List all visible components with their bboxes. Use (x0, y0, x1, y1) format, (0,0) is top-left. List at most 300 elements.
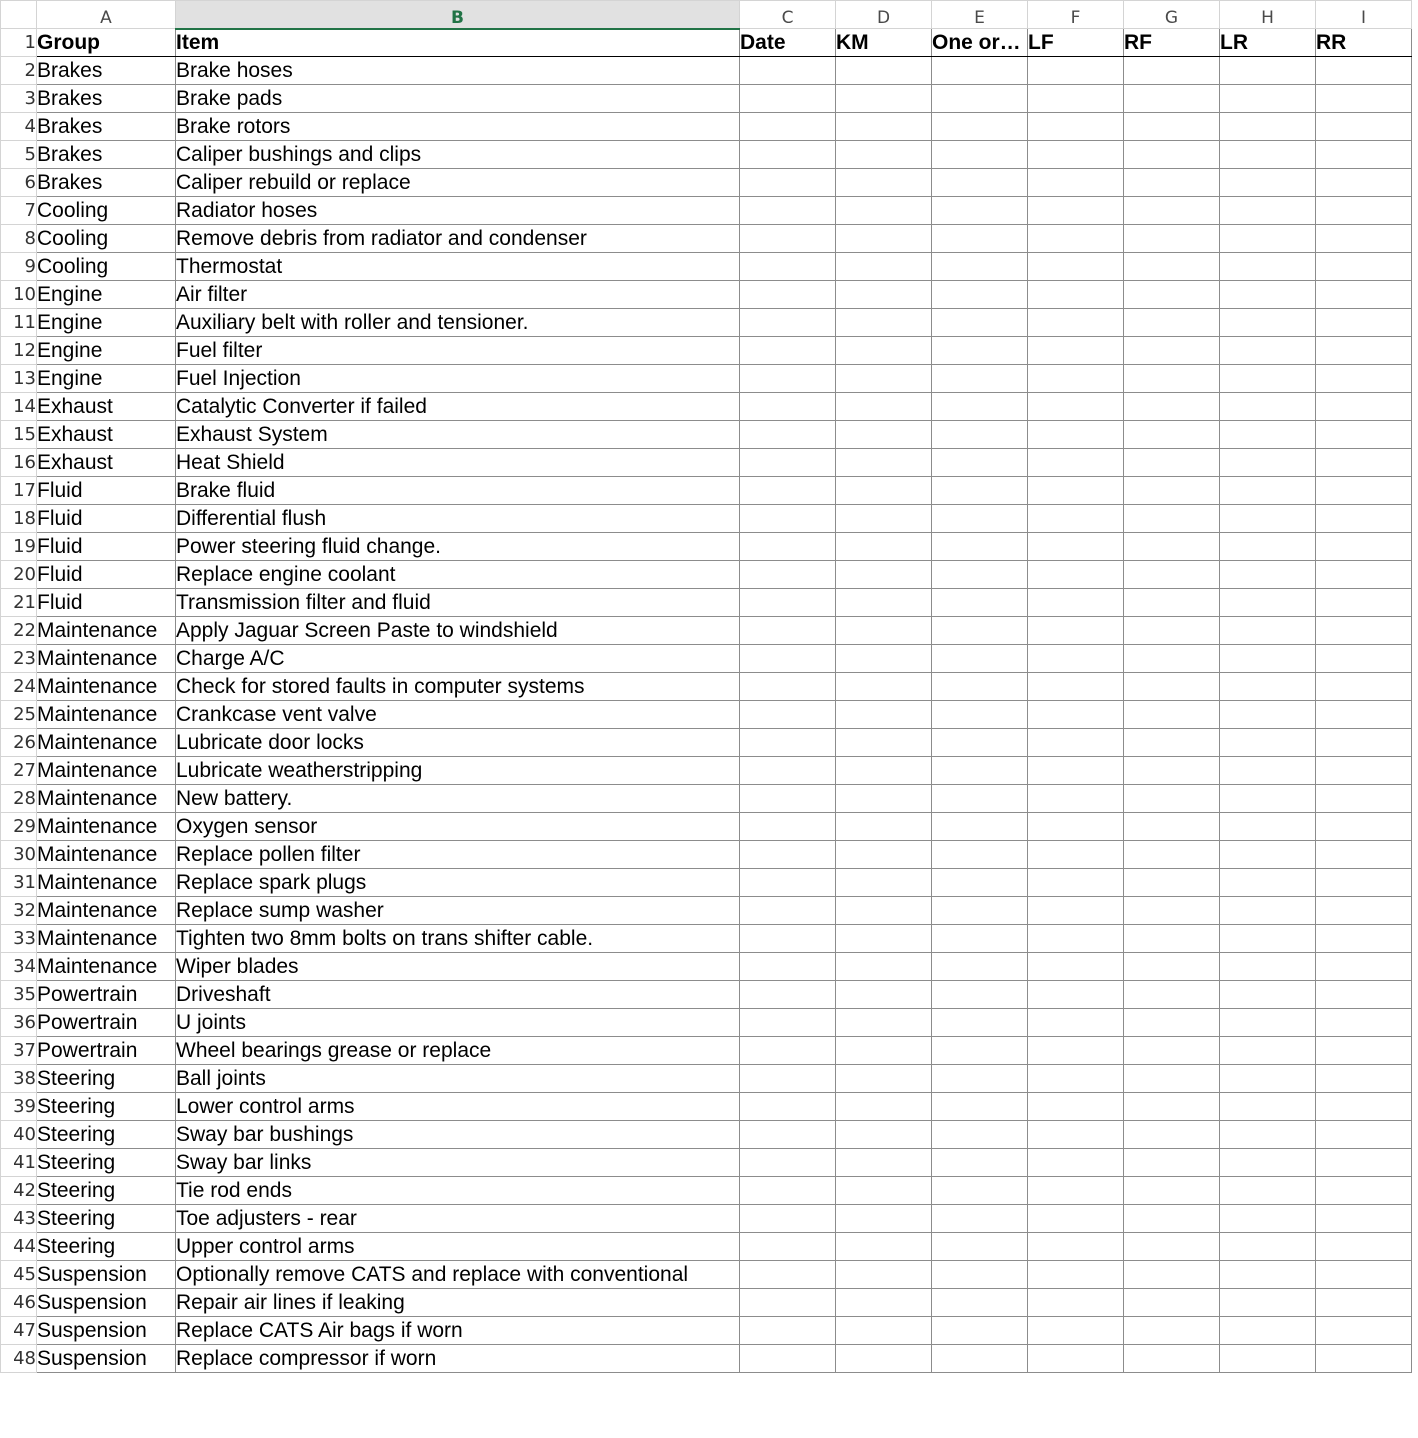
empty-cell-c[interactable] (740, 1121, 836, 1149)
empty-cell-d[interactable] (836, 925, 932, 953)
empty-cell-c[interactable] (740, 673, 836, 701)
empty-cell-h[interactable] (1220, 561, 1316, 589)
group-cell[interactable]: Maintenance (37, 953, 176, 981)
item-cell[interactable]: Thermostat (176, 253, 740, 281)
item-cell[interactable]: Repair air lines if leaking (176, 1289, 740, 1317)
group-cell[interactable]: Suspension (37, 1289, 176, 1317)
empty-cell-c[interactable] (740, 1261, 836, 1289)
item-cell[interactable]: Radiator hoses (176, 197, 740, 225)
empty-cell-e[interactable] (932, 729, 1028, 757)
empty-cell-i[interactable] (1316, 281, 1412, 309)
empty-cell-h[interactable] (1220, 1065, 1316, 1093)
group-cell[interactable]: Exhaust (37, 421, 176, 449)
empty-cell-i[interactable] (1316, 169, 1412, 197)
group-cell[interactable]: Suspension (37, 1261, 176, 1289)
empty-cell-c[interactable] (740, 365, 836, 393)
empty-cell-d[interactable] (836, 1289, 932, 1317)
group-cell[interactable]: Brakes (37, 85, 176, 113)
group-cell[interactable]: Exhaust (37, 449, 176, 477)
empty-cell-h[interactable] (1220, 673, 1316, 701)
empty-cell-f[interactable] (1028, 1093, 1124, 1121)
group-cell[interactable]: Cooling (37, 225, 176, 253)
empty-cell-e[interactable] (932, 141, 1028, 169)
empty-cell-c[interactable] (740, 757, 836, 785)
empty-cell-e[interactable] (932, 533, 1028, 561)
empty-cell-g[interactable] (1124, 925, 1220, 953)
empty-cell-h[interactable] (1220, 57, 1316, 85)
empty-cell-c[interactable] (740, 785, 836, 813)
empty-cell-g[interactable] (1124, 1037, 1220, 1065)
empty-cell-h[interactable] (1220, 309, 1316, 337)
row-header[interactable]: 38 (1, 1065, 37, 1093)
empty-cell-f[interactable] (1028, 141, 1124, 169)
empty-cell-c[interactable] (740, 953, 836, 981)
empty-cell-d[interactable] (836, 393, 932, 421)
empty-cell-h[interactable] (1220, 785, 1316, 813)
empty-cell-e[interactable] (932, 393, 1028, 421)
empty-cell-f[interactable] (1028, 701, 1124, 729)
empty-cell-g[interactable] (1124, 729, 1220, 757)
empty-cell-d[interactable] (836, 1037, 932, 1065)
item-cell[interactable]: Replace CATS Air bags if worn (176, 1317, 740, 1345)
empty-cell-c[interactable] (740, 505, 836, 533)
empty-cell-h[interactable] (1220, 1205, 1316, 1233)
empty-cell-g[interactable] (1124, 421, 1220, 449)
empty-cell-i[interactable] (1316, 701, 1412, 729)
empty-cell-c[interactable] (740, 1289, 836, 1317)
row-header[interactable]: 5 (1, 141, 37, 169)
empty-cell-e[interactable] (932, 1149, 1028, 1177)
empty-cell-f[interactable] (1028, 393, 1124, 421)
empty-cell-c[interactable] (740, 981, 836, 1009)
empty-cell-e[interactable] (932, 421, 1028, 449)
empty-cell-e[interactable] (932, 1177, 1028, 1205)
empty-cell-f[interactable] (1028, 533, 1124, 561)
empty-cell-e[interactable] (932, 1093, 1028, 1121)
item-cell[interactable]: Remove debris from radiator and condenser (176, 225, 740, 253)
empty-cell-d[interactable] (836, 113, 932, 141)
empty-cell-f[interactable] (1028, 1317, 1124, 1345)
empty-cell-i[interactable] (1316, 1261, 1412, 1289)
empty-cell-e[interactable] (932, 953, 1028, 981)
empty-cell-d[interactable] (836, 57, 932, 85)
empty-cell-c[interactable] (740, 1037, 836, 1065)
empty-cell-e[interactable] (932, 1317, 1028, 1345)
empty-cell-c[interactable] (740, 57, 836, 85)
empty-cell-g[interactable] (1124, 477, 1220, 505)
empty-cell-h[interactable] (1220, 393, 1316, 421)
empty-cell-i[interactable] (1316, 1149, 1412, 1177)
empty-cell-f[interactable] (1028, 813, 1124, 841)
group-cell[interactable]: Fluid (37, 561, 176, 589)
empty-cell-g[interactable] (1124, 113, 1220, 141)
empty-cell-h[interactable] (1220, 841, 1316, 869)
empty-cell-e[interactable] (932, 57, 1028, 85)
empty-cell-i[interactable] (1316, 1289, 1412, 1317)
empty-cell-i[interactable] (1316, 449, 1412, 477)
empty-cell-h[interactable] (1220, 953, 1316, 981)
group-cell[interactable]: Fluid (37, 533, 176, 561)
empty-cell-e[interactable] (932, 561, 1028, 589)
empty-cell-e[interactable] (932, 197, 1028, 225)
empty-cell-i[interactable] (1316, 1121, 1412, 1149)
empty-cell-d[interactable] (836, 449, 932, 477)
group-cell[interactable]: Maintenance (37, 785, 176, 813)
group-cell[interactable]: Brakes (37, 141, 176, 169)
empty-cell-h[interactable] (1220, 925, 1316, 953)
empty-cell-i[interactable] (1316, 953, 1412, 981)
empty-cell-g[interactable] (1124, 897, 1220, 925)
item-cell[interactable]: Oxygen sensor (176, 813, 740, 841)
empty-cell-i[interactable] (1316, 141, 1412, 169)
row-header[interactable]: 45 (1, 1261, 37, 1289)
empty-cell-f[interactable] (1028, 897, 1124, 925)
row-header[interactable]: 19 (1, 533, 37, 561)
row-header[interactable]: 26 (1, 729, 37, 757)
group-cell[interactable]: Fluid (37, 505, 176, 533)
empty-cell-d[interactable] (836, 1177, 932, 1205)
empty-cell-f[interactable] (1028, 505, 1124, 533)
empty-cell-d[interactable] (836, 645, 932, 673)
empty-cell-e[interactable] (932, 1233, 1028, 1261)
empty-cell-f[interactable] (1028, 953, 1124, 981)
empty-cell-e[interactable] (932, 1261, 1028, 1289)
empty-cell-i[interactable] (1316, 1093, 1412, 1121)
empty-cell-h[interactable] (1220, 281, 1316, 309)
row-header[interactable]: 24 (1, 673, 37, 701)
item-cell[interactable]: New battery. (176, 785, 740, 813)
empty-cell-e[interactable] (932, 841, 1028, 869)
item-cell[interactable]: Differential flush (176, 505, 740, 533)
item-cell[interactable]: Sway bar bushings (176, 1121, 740, 1149)
empty-cell-d[interactable] (836, 1065, 932, 1093)
row-header[interactable]: 3 (1, 85, 37, 113)
empty-cell-d[interactable] (836, 365, 932, 393)
empty-cell-e[interactable] (932, 785, 1028, 813)
empty-cell-h[interactable] (1220, 1009, 1316, 1037)
empty-cell-i[interactable] (1316, 197, 1412, 225)
empty-cell-f[interactable] (1028, 57, 1124, 85)
empty-cell-h[interactable] (1220, 1261, 1316, 1289)
empty-cell-d[interactable] (836, 505, 932, 533)
item-cell[interactable]: Replace sump washer (176, 897, 740, 925)
group-cell[interactable]: Steering (37, 1205, 176, 1233)
empty-cell-g[interactable] (1124, 869, 1220, 897)
empty-cell-d[interactable] (836, 897, 932, 925)
empty-cell-i[interactable] (1316, 393, 1412, 421)
header-cell-f[interactable]: LF (1028, 29, 1124, 57)
empty-cell-e[interactable] (932, 281, 1028, 309)
empty-cell-i[interactable] (1316, 1177, 1412, 1205)
empty-cell-f[interactable] (1028, 785, 1124, 813)
empty-cell-e[interactable] (932, 225, 1028, 253)
empty-cell-h[interactable] (1220, 1177, 1316, 1205)
empty-cell-i[interactable] (1316, 785, 1412, 813)
column-header-e[interactable]: E (932, 1, 1028, 29)
empty-cell-d[interactable] (836, 869, 932, 897)
empty-cell-c[interactable] (740, 1093, 836, 1121)
empty-cell-d[interactable] (836, 813, 932, 841)
group-cell[interactable]: Brakes (37, 169, 176, 197)
empty-cell-h[interactable] (1220, 421, 1316, 449)
empty-cell-e[interactable] (932, 365, 1028, 393)
item-cell[interactable]: Replace compressor if worn (176, 1345, 740, 1373)
empty-cell-i[interactable] (1316, 869, 1412, 897)
empty-cell-f[interactable] (1028, 589, 1124, 617)
empty-cell-g[interactable] (1124, 673, 1220, 701)
group-cell[interactable]: Steering (37, 1065, 176, 1093)
empty-cell-f[interactable] (1028, 1233, 1124, 1261)
group-cell[interactable]: Maintenance (37, 757, 176, 785)
empty-cell-c[interactable] (740, 1345, 836, 1373)
row-header[interactable]: 1 (1, 29, 37, 57)
empty-cell-e[interactable] (932, 645, 1028, 673)
group-cell[interactable]: Powertrain (37, 1037, 176, 1065)
empty-cell-i[interactable] (1316, 225, 1412, 253)
empty-cell-h[interactable] (1220, 85, 1316, 113)
empty-cell-c[interactable] (740, 309, 836, 337)
empty-cell-c[interactable] (740, 197, 836, 225)
empty-cell-e[interactable] (932, 309, 1028, 337)
empty-cell-i[interactable] (1316, 981, 1412, 1009)
row-header[interactable]: 29 (1, 813, 37, 841)
group-cell[interactable]: Powertrain (37, 1009, 176, 1037)
empty-cell-g[interactable] (1124, 365, 1220, 393)
empty-cell-g[interactable] (1124, 561, 1220, 589)
row-header[interactable]: 44 (1, 1233, 37, 1261)
empty-cell-c[interactable] (740, 589, 836, 617)
empty-cell-i[interactable] (1316, 1009, 1412, 1037)
empty-cell-h[interactable] (1220, 253, 1316, 281)
row-header[interactable]: 15 (1, 421, 37, 449)
row-header[interactable]: 2 (1, 57, 37, 85)
column-header-i[interactable]: I (1316, 1, 1412, 29)
row-header[interactable]: 18 (1, 505, 37, 533)
item-cell[interactable]: Replace engine coolant (176, 561, 740, 589)
header-cell-h[interactable]: LR (1220, 29, 1316, 57)
empty-cell-f[interactable] (1028, 421, 1124, 449)
empty-cell-g[interactable] (1124, 1149, 1220, 1177)
empty-cell-i[interactable] (1316, 477, 1412, 505)
empty-cell-i[interactable] (1316, 113, 1412, 141)
empty-cell-h[interactable] (1220, 1317, 1316, 1345)
item-cell[interactable]: Lower control arms (176, 1093, 740, 1121)
empty-cell-g[interactable] (1124, 1261, 1220, 1289)
empty-cell-d[interactable] (836, 561, 932, 589)
row-header[interactable]: 48 (1, 1345, 37, 1373)
group-cell[interactable]: Maintenance (37, 673, 176, 701)
empty-cell-i[interactable] (1316, 813, 1412, 841)
empty-cell-h[interactable] (1220, 533, 1316, 561)
empty-cell-g[interactable] (1124, 169, 1220, 197)
item-cell[interactable]: Ball joints (176, 1065, 740, 1093)
empty-cell-c[interactable] (740, 813, 836, 841)
item-cell[interactable]: Transmission filter and fluid (176, 589, 740, 617)
empty-cell-f[interactable] (1028, 1177, 1124, 1205)
row-header[interactable]: 40 (1, 1121, 37, 1149)
item-cell[interactable]: U joints (176, 1009, 740, 1037)
empty-cell-e[interactable] (932, 505, 1028, 533)
empty-cell-d[interactable] (836, 421, 932, 449)
group-cell[interactable]: Fluid (37, 477, 176, 505)
row-header[interactable]: 46 (1, 1289, 37, 1317)
group-cell[interactable]: Maintenance (37, 869, 176, 897)
item-cell[interactable]: Lubricate door locks (176, 729, 740, 757)
item-cell[interactable]: Wheel bearings grease or replace (176, 1037, 740, 1065)
empty-cell-h[interactable] (1220, 1037, 1316, 1065)
empty-cell-g[interactable] (1124, 533, 1220, 561)
row-header[interactable]: 10 (1, 281, 37, 309)
empty-cell-g[interactable] (1124, 393, 1220, 421)
empty-cell-h[interactable] (1220, 1093, 1316, 1121)
empty-cell-c[interactable] (740, 1009, 836, 1037)
empty-cell-d[interactable] (836, 729, 932, 757)
empty-cell-e[interactable] (932, 673, 1028, 701)
empty-cell-e[interactable] (932, 1065, 1028, 1093)
empty-cell-c[interactable] (740, 561, 836, 589)
empty-cell-g[interactable] (1124, 701, 1220, 729)
empty-cell-i[interactable] (1316, 617, 1412, 645)
empty-cell-f[interactable] (1028, 869, 1124, 897)
empty-cell-h[interactable] (1220, 225, 1316, 253)
empty-cell-h[interactable] (1220, 589, 1316, 617)
empty-cell-h[interactable] (1220, 897, 1316, 925)
group-cell[interactable]: Maintenance (37, 729, 176, 757)
item-cell[interactable]: Check for stored faults in computer systems (176, 673, 740, 701)
empty-cell-g[interactable] (1124, 141, 1220, 169)
empty-cell-d[interactable] (836, 589, 932, 617)
empty-cell-c[interactable] (740, 645, 836, 673)
group-cell[interactable]: Fluid (37, 589, 176, 617)
group-cell[interactable]: Maintenance (37, 645, 176, 673)
empty-cell-h[interactable] (1220, 701, 1316, 729)
empty-cell-h[interactable] (1220, 1233, 1316, 1261)
empty-cell-g[interactable] (1124, 1317, 1220, 1345)
empty-cell-g[interactable] (1124, 1289, 1220, 1317)
item-cell[interactable]: Caliper bushings and clips (176, 141, 740, 169)
empty-cell-g[interactable] (1124, 813, 1220, 841)
empty-cell-f[interactable] (1028, 281, 1124, 309)
empty-cell-c[interactable] (740, 449, 836, 477)
header-cell-d[interactable]: KM (836, 29, 932, 57)
empty-cell-h[interactable] (1220, 729, 1316, 757)
empty-cell-d[interactable] (836, 281, 932, 309)
empty-cell-g[interactable] (1124, 1121, 1220, 1149)
empty-cell-f[interactable] (1028, 925, 1124, 953)
empty-cell-i[interactable] (1316, 729, 1412, 757)
empty-cell-d[interactable] (836, 841, 932, 869)
empty-cell-d[interactable] (836, 1093, 932, 1121)
empty-cell-c[interactable] (740, 393, 836, 421)
empty-cell-i[interactable] (1316, 421, 1412, 449)
group-cell[interactable]: Steering (37, 1149, 176, 1177)
header-cell-e[interactable]: One or… (932, 29, 1028, 57)
empty-cell-d[interactable] (836, 1149, 932, 1177)
group-cell[interactable]: Engine (37, 281, 176, 309)
item-cell[interactable]: Replace pollen filter (176, 841, 740, 869)
column-header-d[interactable]: D (836, 1, 932, 29)
empty-cell-e[interactable] (932, 1009, 1028, 1037)
item-cell[interactable]: Apply Jaguar Screen Paste to windshield (176, 617, 740, 645)
empty-cell-f[interactable] (1028, 561, 1124, 589)
empty-cell-i[interactable] (1316, 505, 1412, 533)
empty-cell-h[interactable] (1220, 1149, 1316, 1177)
empty-cell-g[interactable] (1124, 617, 1220, 645)
empty-cell-g[interactable] (1124, 197, 1220, 225)
empty-cell-h[interactable] (1220, 141, 1316, 169)
empty-cell-f[interactable] (1028, 1121, 1124, 1149)
empty-cell-h[interactable] (1220, 197, 1316, 225)
empty-cell-i[interactable] (1316, 337, 1412, 365)
item-cell[interactable]: Replace spark plugs (176, 869, 740, 897)
empty-cell-g[interactable] (1124, 841, 1220, 869)
group-cell[interactable]: Maintenance (37, 617, 176, 645)
empty-cell-e[interactable] (932, 1345, 1028, 1373)
empty-cell-g[interactable] (1124, 981, 1220, 1009)
empty-cell-c[interactable] (740, 1065, 836, 1093)
empty-cell-d[interactable] (836, 1345, 932, 1373)
empty-cell-i[interactable] (1316, 1065, 1412, 1093)
empty-cell-f[interactable] (1028, 1009, 1124, 1037)
empty-cell-i[interactable] (1316, 673, 1412, 701)
column-header-f[interactable]: F (1028, 1, 1124, 29)
item-cell[interactable]: Tie rod ends (176, 1177, 740, 1205)
item-cell[interactable]: Heat Shield (176, 449, 740, 477)
empty-cell-g[interactable] (1124, 309, 1220, 337)
empty-cell-g[interactable] (1124, 337, 1220, 365)
row-header[interactable]: 31 (1, 869, 37, 897)
group-cell[interactable]: Engine (37, 337, 176, 365)
row-header[interactable]: 7 (1, 197, 37, 225)
empty-cell-c[interactable] (740, 421, 836, 449)
empty-cell-i[interactable] (1316, 925, 1412, 953)
group-cell[interactable]: Steering (37, 1093, 176, 1121)
empty-cell-d[interactable] (836, 253, 932, 281)
group-cell[interactable]: Brakes (37, 57, 176, 85)
empty-cell-e[interactable] (932, 169, 1028, 197)
empty-cell-h[interactable] (1220, 813, 1316, 841)
empty-cell-c[interactable] (740, 701, 836, 729)
group-cell[interactable]: Maintenance (37, 897, 176, 925)
empty-cell-c[interactable] (740, 617, 836, 645)
row-header[interactable]: 37 (1, 1037, 37, 1065)
empty-cell-g[interactable] (1124, 1009, 1220, 1037)
item-cell[interactable]: Brake rotors (176, 113, 740, 141)
empty-cell-i[interactable] (1316, 365, 1412, 393)
row-header[interactable]: 13 (1, 365, 37, 393)
empty-cell-g[interactable] (1124, 1093, 1220, 1121)
empty-cell-g[interactable] (1124, 253, 1220, 281)
empty-cell-e[interactable] (932, 337, 1028, 365)
row-header[interactable]: 27 (1, 757, 37, 785)
empty-cell-g[interactable] (1124, 953, 1220, 981)
empty-cell-i[interactable] (1316, 841, 1412, 869)
column-header-h[interactable]: H (1220, 1, 1316, 29)
row-header[interactable]: 36 (1, 1009, 37, 1037)
empty-cell-i[interactable] (1316, 1233, 1412, 1261)
group-cell[interactable]: Exhaust (37, 393, 176, 421)
row-header[interactable]: 42 (1, 1177, 37, 1205)
empty-cell-c[interactable] (740, 281, 836, 309)
empty-cell-f[interactable] (1028, 1037, 1124, 1065)
item-cell[interactable]: Exhaust System (176, 421, 740, 449)
empty-cell-f[interactable] (1028, 1345, 1124, 1373)
empty-cell-f[interactable] (1028, 365, 1124, 393)
group-cell[interactable]: Steering (37, 1233, 176, 1261)
empty-cell-d[interactable] (836, 1233, 932, 1261)
item-cell[interactable]: Driveshaft (176, 981, 740, 1009)
empty-cell-f[interactable] (1028, 645, 1124, 673)
